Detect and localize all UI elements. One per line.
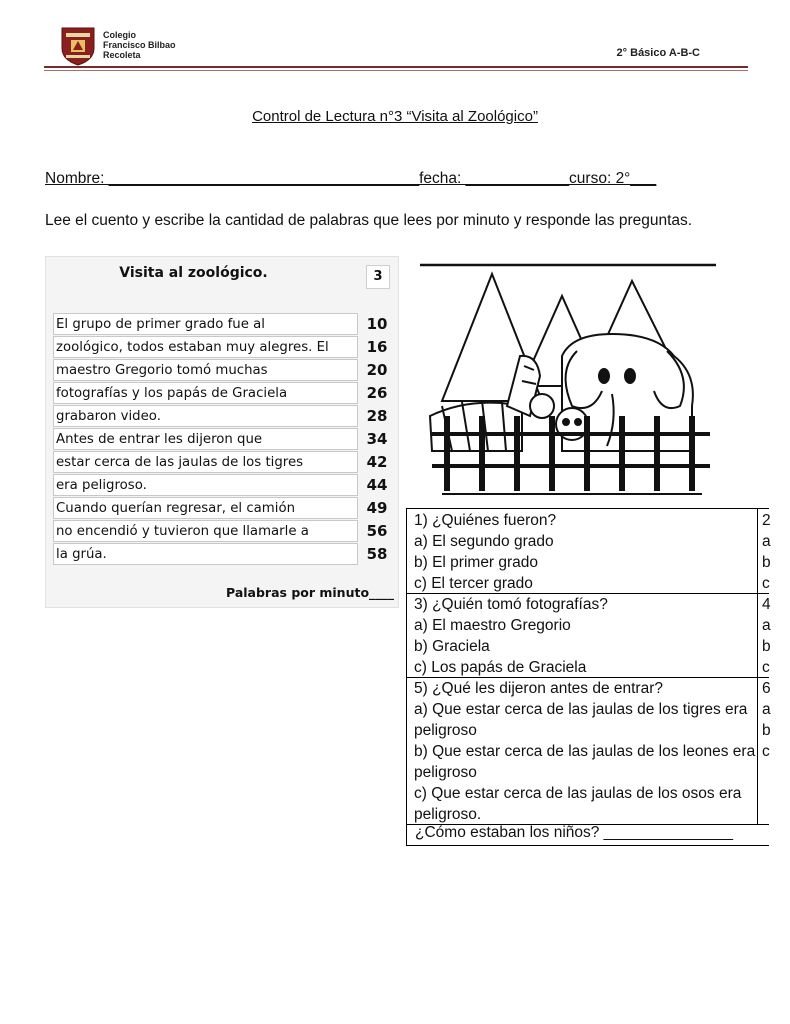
school-name-line1: Colegio [103, 30, 136, 40]
question-5-option-b[interactable]: b) Que estar cerca de las jaulas de los leones era peligroso [414, 743, 756, 781]
question-5-text: 5) ¿Qué les dijeron antes de entrar? [414, 680, 663, 697]
cut-text: c [762, 659, 770, 676]
word-count: 26 [366, 384, 388, 402]
cut-text: c [762, 743, 770, 760]
school-name-line2: Francisco Bilbao [103, 40, 176, 50]
question-1-option-b[interactable]: b) El primer grado [414, 554, 539, 571]
passage-line: maestro Gregorio tomó muchas [53, 359, 358, 381]
cut-text: a [762, 533, 771, 550]
passage-line: fotografías y los papás de Graciela [53, 382, 358, 404]
question-3-option-c[interactable]: c) Los papás de Graciela [414, 659, 587, 676]
question-1-option-a[interactable]: a) El segundo grado [414, 533, 554, 550]
question-3-option-a[interactable]: a) El maestro Gregorio [414, 617, 571, 634]
question-1 [407, 510, 759, 594]
school-crest-icon [60, 26, 96, 66]
question-2-cut [762, 510, 772, 594]
cut-text: a [762, 701, 771, 718]
word-count: 42 [366, 453, 388, 471]
passage-line: la grúa. [53, 543, 358, 565]
word-count: 56 [366, 522, 388, 540]
header-rule [44, 66, 748, 68]
question-6-cut [762, 678, 772, 762]
question-1-option-c[interactable]: c) El tercer grado [414, 575, 533, 592]
reading-passage [45, 256, 399, 608]
cut-text: b [762, 722, 771, 739]
school-name-line3: Recoleta [103, 50, 141, 60]
passage-line: era peligroso. [53, 474, 358, 496]
question-3-option-b[interactable]: b) Graciela [414, 638, 490, 655]
word-count: 58 [366, 545, 388, 563]
cut-text: 6 [762, 680, 771, 697]
word-count: 34 [366, 430, 388, 448]
grade-label: 2° Básico A-B-C [616, 47, 700, 59]
zoo-animals-illustration [412, 256, 718, 506]
word-count: 44 [366, 476, 388, 494]
passage-line: estar cerca de las jaulas de los tigres [53, 451, 358, 473]
passage-line: El grupo de primer grado fue al [53, 313, 358, 335]
passage-line: Antes de entrar les dijeron que [53, 428, 358, 450]
question-5 [407, 678, 759, 825]
cut-text: a [762, 617, 771, 634]
passage-title: Visita al zoológico. [119, 265, 268, 281]
school-name [103, 30, 176, 60]
header-rule-thin [44, 70, 748, 71]
cut-text: 4 [762, 596, 771, 613]
word-count: 20 [366, 361, 388, 379]
passage-line: zoológico, todos estaban muy alegres. El [53, 336, 358, 358]
children-mood-question[interactable]: ¿Cómo estaban los niños? _______________ [415, 824, 733, 841]
passage-line: grabaron video. [53, 405, 358, 427]
passage-line: no encendió y tuvieron que llamarle a [53, 520, 358, 542]
question-1-text: 1) ¿Quiénes fueron? [414, 512, 557, 529]
word-count: 10 [366, 315, 388, 333]
passage-title-count: 3 [366, 265, 390, 289]
question-5-option-a[interactable]: a) Que estar cerca de las jaulas de los tigres era peligroso [414, 701, 748, 739]
word-count: 28 [366, 407, 388, 425]
cut-text: b [762, 554, 771, 571]
cut-text: b [762, 638, 771, 655]
word-count: 49 [366, 499, 388, 517]
question-4-cut [762, 594, 772, 678]
questions-table [406, 508, 769, 846]
words-per-minute-field[interactable]: Palabras por minuto____ [226, 585, 395, 600]
cut-text: c [762, 575, 770, 592]
question-3-text: 3) ¿Quién tomó fotografías? [414, 596, 608, 613]
question-3 [407, 594, 759, 678]
student-info-text: Nombre: ____________________________________fecha: ____________curso: 2°___ [45, 170, 657, 187]
page-title: Control de Lectura n°3 “Visita al Zoológico” [252, 108, 538, 125]
instructions: Lee el cuento y escribe la cantidad de palabras que lees por minuto y responde las preguntas. [45, 212, 693, 229]
cut-text: 2 [762, 512, 771, 529]
passage-line: Cuando querían regresar, el camión [53, 497, 358, 519]
student-info-line[interactable] [45, 170, 656, 188]
question-5-option-c[interactable]: c) Que estar cerca de las jaulas de los osos era peligroso. [414, 785, 742, 823]
word-count: 16 [366, 338, 388, 356]
